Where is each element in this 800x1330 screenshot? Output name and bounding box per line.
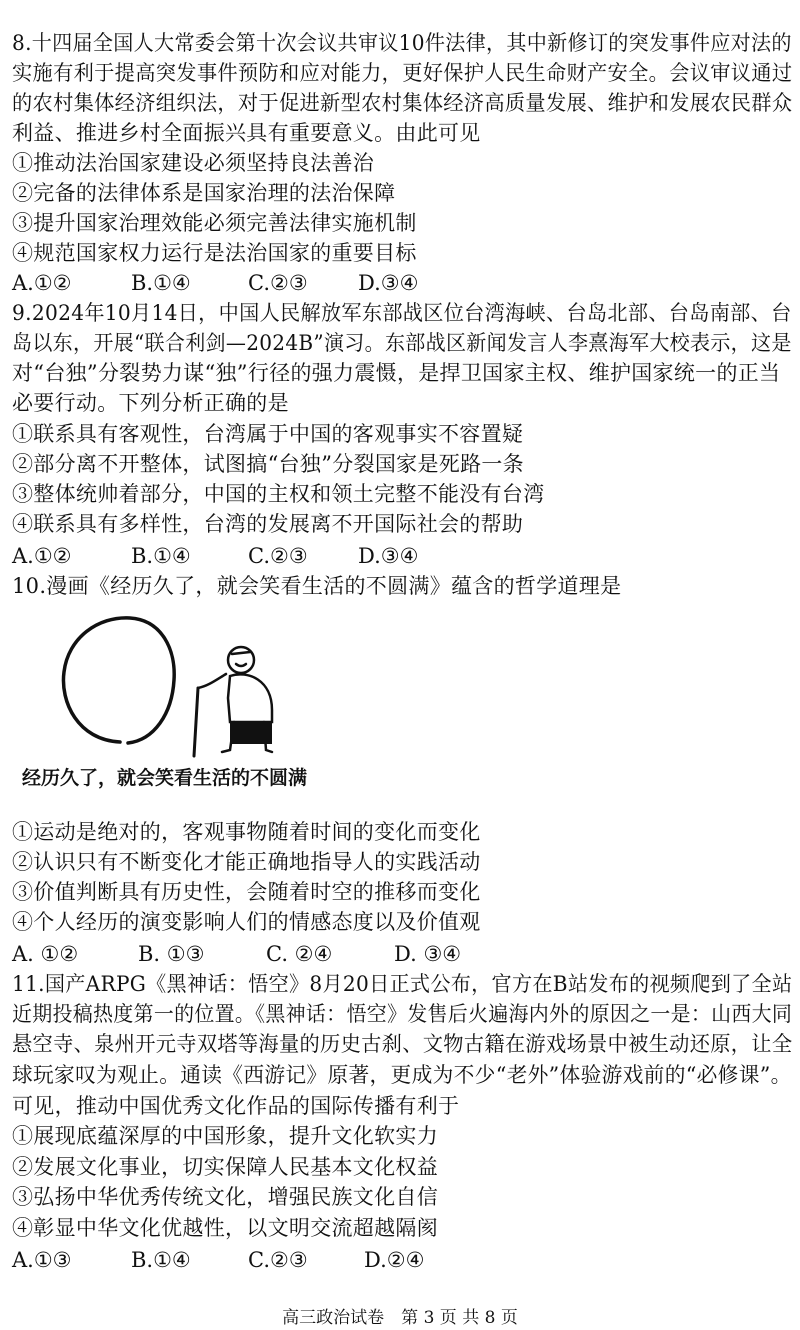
q8-option-c: C.②③: [248, 271, 308, 295]
q9-option-b: B.①④: [131, 544, 191, 568]
q10-stem-line: 10.漫画《经历久了，就会笑看生活的不圆满》蕴含的哲学道理是: [12, 574, 622, 598]
q9-option-d: D.③④: [358, 544, 419, 568]
q10-item-3: ③价值判断具有历史性，会随着时空的推移而变化: [12, 880, 481, 904]
q9-option-a: A.①②: [12, 544, 72, 568]
q10-item-1: ①运动是绝对的，客观事物随着时间的变化而变化: [12, 820, 481, 844]
q11-option-d: D.②④: [364, 1248, 425, 1272]
q8-item-3: ③提升国家治理效能必须完善法律实施机制: [12, 211, 417, 235]
q10-item-2: ②认识只有不断变化才能正确地指导人的实践活动: [12, 850, 481, 874]
q11-stem-line: 球玩家叹为观止。通读《西游记》原著，更成为不少“老外”体验游戏前的“必修课”。: [12, 1063, 792, 1087]
imperfect-circle: [63, 618, 174, 743]
q9-stem-line: 9.2024年10月14日，中国人民解放军东部战区位台湾海峡、台岛北部、台岛南部、台: [12, 301, 792, 325]
q8-stem-line: 8.十四届全国人大常委会第十次会议共审议10件法律，其中新修订的突发事件应对法的: [12, 31, 792, 55]
q8-item-2: ②完备的法律体系是国家治理的法治保障: [12, 181, 396, 205]
q10-item-4: ④个人经历的演变影响人们的情感态度以及价值观: [12, 910, 481, 934]
q10-option-b: B. ①③: [138, 942, 205, 966]
q9-item-2: ②部分离不开整体，试图搞“台独”分裂国家是死路一条: [12, 452, 524, 476]
q9-stem-line: 对“台独”分裂势力谋“独”行径的强力震慑，是捍卫国家主权、维护国家统一的正当: [12, 361, 781, 385]
q9-item-3: ③整体统帅着部分，中国的主权和领土完整不能没有台湾: [12, 482, 545, 506]
q11-item-2: ②发展文化事业，切实保障人民基本文化权益: [12, 1155, 438, 1179]
q9-item-1: ①联系具有客观性，台湾属于中国的客观事实不容置疑: [12, 422, 524, 446]
q8-stem-line: 利益、推进乡村全面振兴具有重要意义。由此可见: [12, 121, 481, 145]
q8-option-a: A.①②: [12, 271, 72, 295]
q11-stem-line: 悬空寺、泉州开元寺双塔等海量的历史古刹、文物古籍在游戏场景中被生动还原，让全: [12, 1032, 793, 1056]
page-footer: 高三政治试卷 第 3 页 共 8 页: [282, 1308, 518, 1328]
q11-option-a: A.①③: [12, 1248, 72, 1272]
q9-stem-line: 必要行动。下列分析正确的是: [12, 391, 289, 415]
q9-option-c: C.②③: [248, 544, 308, 568]
q8-item-4: ④规范国家权力运行是法治国家的重要目标: [12, 241, 417, 265]
q9-item-4: ④联系具有多样性，台湾的发展离不开国际社会的帮助: [12, 512, 524, 536]
q10-option-c: C. ②④: [266, 942, 333, 966]
q11-item-1: ①展现底蕴深厚的中国形象，提升文化软实力: [12, 1124, 438, 1148]
cartoon-caption: 经历久了，就会笑看生活的不圆满: [22, 767, 308, 789]
cartoon-illustration: [58, 610, 298, 760]
q11-item-4: ④彰显中华文化优越性，以文明交流超越隔阂: [12, 1216, 438, 1240]
q8-stem-line: 实施有利于提高突发事件预防和应对能力，更好保护人民生命财产安全。会议审议通过: [12, 61, 793, 85]
q10-option-d: D. ③④: [394, 942, 462, 966]
q11-stem-line: 可见，推动中国优秀文化作品的国际传播有利于: [12, 1094, 460, 1118]
q11-option-b: B.①④: [131, 1248, 191, 1272]
q11-stem-line: 11.国产ARPG《黑神话：悟空》8月20日正式公布，官方在B站发布的视频爬到了全站: [12, 972, 793, 996]
q11-item-3: ③弘扬中华优秀传统文化，增强民族文化自信: [12, 1185, 438, 1209]
q11-stem-line: 近期投稿热度第一的位置。《黑神话：悟空》发售后火遍海内外的原因之一是：山西大同: [12, 1002, 793, 1026]
q8-stem-line: 的农村集体经济组织法，对于促进新型农村集体经济高质量发展、维护和发展农民群众: [12, 91, 793, 115]
q10-option-a: A. ①②: [12, 942, 79, 966]
q8-item-1: ①推动法治国家建设必须坚持良法善治: [12, 151, 375, 175]
q8-option-b: B.①④: [131, 271, 191, 295]
q11-option-c: C.②③: [248, 1248, 308, 1272]
q8-option-d: D.③④: [358, 271, 419, 295]
trousers-shape: [230, 722, 272, 744]
q9-stem-line: 岛以东，开展“联合利剑—2024B”演习。东部战区新闻发言人李熹海军大校表示，这是: [12, 331, 792, 355]
